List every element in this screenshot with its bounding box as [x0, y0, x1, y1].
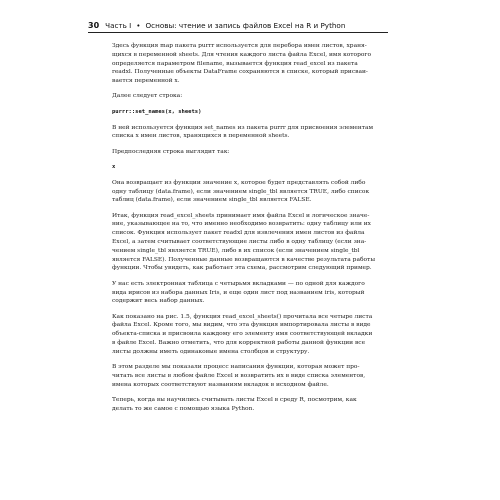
text-line: Excel, а затем считывает соответствующие листы либо в одну таблицу (если зна-: [112, 239, 367, 246]
text-line: щихся в переменной sheets. Для чтения каждого листа файла Excel, имя которого: [112, 51, 372, 58]
text-line: Она возвращает из функции значение x, которое будет представлять собой либо: [112, 179, 366, 186]
text-line: У нас есть электронная таблица с четырьмя вкладками — по одной для каждого: [112, 280, 365, 287]
paragraph: [112, 313, 391, 357]
paragraph: [112, 42, 391, 86]
text-line: вается переменной x.: [112, 78, 180, 85]
text-line: листы должны иметь одинаковые имена столбцов и структуру.: [112, 348, 310, 355]
text-line: функции. Чтобы увидеть, как работает эта схема, рассмотрим следующий пример.: [112, 265, 372, 272]
text-line: имена которых соответствуют названиям вкладок в исходном файле.: [112, 381, 329, 388]
text-line: Предпоследняя строка выглядит так:: [112, 148, 230, 155]
text-line: файла Excel. Кроме того, мы видим, что эта функция импортировала листы в виде: [112, 322, 371, 329]
text-line: В этом разделе мы показали процесс написания функции, которая может про-: [112, 364, 360, 371]
text-line: Итак, функция read_excel_sheets принимает имя файла Excel и логическое значе-: [112, 212, 370, 219]
text-line: в файле Excel. Важно отметить, что для корректной работы данной функции все: [112, 340, 366, 347]
text-line: определяется параметром filename, вызывается функция read_excel из пакета: [112, 60, 358, 67]
page-body: [112, 42, 391, 420]
paragraph: [112, 212, 391, 274]
header-bullet: •: [136, 21, 141, 30]
code-line: purrr::set_names(x, sheets): [112, 108, 202, 115]
text-line: списка x имен листов, хранящихся в переменной sheets.: [112, 133, 290, 140]
text-line: содержит весь набор данных.: [112, 298, 205, 305]
paragraph: [112, 148, 391, 157]
text-line: список. Функция использует пакет readxl для извлечения имен листов из файла: [112, 230, 365, 237]
paragraph: [112, 124, 391, 142]
text-line: делать то же самое с помощью языка Python.: [112, 405, 255, 412]
text-line: Как показано на рис. 1.5, функция read_excel_sheets() прочитала все четыре листа: [112, 313, 373, 320]
chapter-title: Основы: чтение и запись файлов Excel на R и Python: [145, 21, 346, 30]
text-line: вида ирисов из набора данных Iris, и еще один лист под названием iris, который: [112, 289, 365, 296]
text-line: Далее следует строка:: [112, 93, 183, 100]
part-label: Часть I: [105, 21, 132, 30]
text-line: В ней используется функция set_names из пакета purrr для присвоения элементам: [112, 124, 374, 131]
text-line: одну таблицу (data.frame), если значением single_tbl является TRUE, либо список: [112, 188, 370, 195]
text-line: Здесь функция map пакета purrr используется для перебора имен листов, храня-: [112, 43, 367, 49]
code-line: x: [112, 163, 116, 170]
paragraph: [112, 363, 391, 389]
text-line: ние, указывающее на то, что именно необходимо возвратить: одну таблицу или их: [112, 221, 371, 228]
text-line: таблиц (data.frame), если значением single_tbl является FALSE.: [112, 197, 312, 204]
text-line: является FALSE). Полученные данные возвращаются в качестве результата работы: [112, 256, 376, 263]
paragraph: [112, 396, 391, 414]
text-line: объекта-списка и присвоила каждому его элементу имя соответствующей вкладки: [112, 331, 373, 338]
running-header: [88, 16, 388, 33]
paragraph: [112, 92, 391, 101]
paragraph: [112, 179, 391, 205]
text-line: чением single_tbl является TRUE), либо в их список (если значением single_tbl: [112, 247, 360, 254]
paragraph: [112, 280, 391, 306]
text-line: Теперь, когда вы научились считывать листы Excel в среду R, посмотрим, как: [112, 397, 357, 403]
text-line: readxl. Полученные объекты DataFrame сохраняются в списке, который присваи-: [112, 69, 368, 76]
page-number: 30: [88, 21, 100, 30]
text-line: читать все листы в любом файле Excel и возвратить их в виде списка элементов,: [112, 372, 366, 379]
